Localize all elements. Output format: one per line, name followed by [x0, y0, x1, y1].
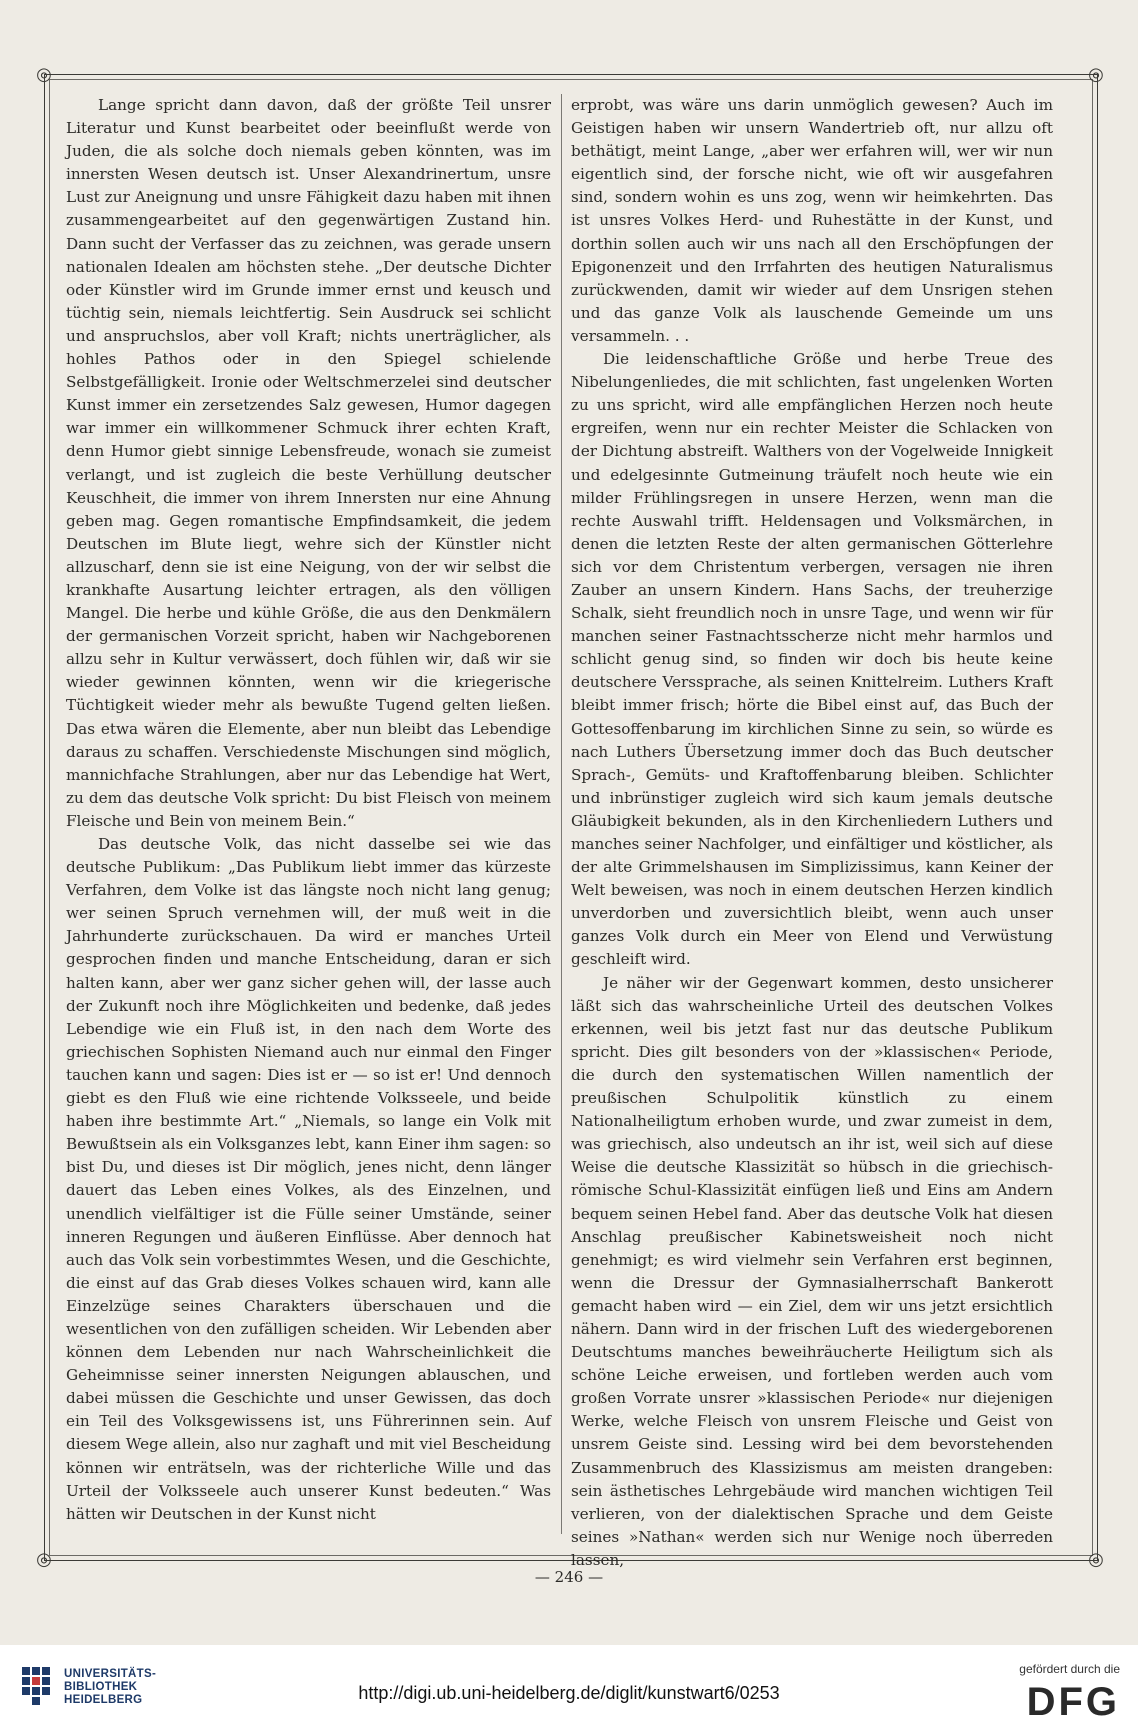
column-divider	[561, 94, 562, 1534]
library-name-line: HEIDELBERG	[64, 1694, 143, 1706]
corner-ornament-icon: ◎	[36, 1549, 52, 1570]
paragraph: Die leidenschaftliche Größe und herbe Treue des Nibelungenliedes, die mit schlichten, fast ungelenken Worten zu uns spricht, wird alle empfänglichen Herzen noch heute ergreifen, wenn nur ein rechter Meister die Schlacken von der Dichtung abstreift. Walthers von der Vogelweide Innigkeit und edelgesinnte Gutmeinung träufelt noch heute wie ein milder Frühlingsregen in unsere Herzen, wenn man die rechte Auswahl trifft. Heldensagen und Volksmärchen, in denen die letzten Reste der alten germanischen Götterlehre sich vor dem Christentum verbergen, versagen nie ihren Zauber an unsern Kindern. Hans Sachs, der treuherzige Schalk, sieht freundlich noch in unsre Tage, und wenn wir für manchen seiner Fastnachtsscherze nicht mehr harmlos und schlicht genug sind, so finden wir doch bis heute keine deutschere Verssprache, als seinen Knittelreim. Luthers Kraft bleibt immer frisch; hörte die Bibel einst auf, das Buch der Gottesoffenbarung im kirchlichen Sinne zu sein, so würde es nach Luthers Übersetzung immer doch das Buch deutscher Sprach-, Gemüts- und Kraftoffenbarung bleiben. Schlichter und inbrünstiger zugleich wird sich kaum jemals deutsche Gläubigkeit bekunden, als in den Kirchenliedern Luthers und manches seiner Nachfolger, und einfältiger und köstlicher, als der alte Grimmelshausen im Simplizissimus, kann Keiner der Welt beweisen, was noch in einem deutschen Herzen kindlich unverdorben und zuversichtlich bleibt, wenn auch unser ganzes Volk durch ein Meer von Elend und Verwüstung geschleift wird.	[571, 350, 1053, 969]
dfg-logo: DFG	[1026, 1680, 1120, 1724]
source-url-link[interactable]: http://digi.ub.uni-heidelberg.de/diglit/kunstwart6/0253	[358, 1683, 780, 1703]
library-name-line: UNIVERSITÄTS-	[64, 1668, 157, 1680]
page-number: — 246 —	[534, 1568, 604, 1586]
paragraph: Je näher wir der Gegenwart kommen, desto unsicherer läßt sich das wahrscheinliche Urteil des deutschen Volkes erkennen, weil bis jetzt fast nur das deutsche Publikum spricht. Dies gilt besonders von der »klassischen« Periode, die durch den systematischen Willen namentlich der preußischen Schulpolitik künstlich zu einem Nationalheiligtum erhoben wurde, und zwar zumeist in dem, was griechisch, also undeutsch an ihr ist, weil sich auf diese Weise die deutsche Klassizität so hübsch in die griechisch-römische Schul-Klassizität einfügen ließ und Eins am Andern bequem seinen Hebel fand. Aber das deutsche Volk hat diesen Anschlag preußischer Kabinetsweisheit noch nicht genehmigt; es wird vielmehr sein Verfahren erst beginnen, wenn die Dressur der Gymnasialherrschaft Bankerott gemacht haben wird — ein Ziel, dem wir uns jetzt ersichtlich nähern. Dann wird in der frischen Luft des wiedergeborenen Deutschtums manches beweihräucherte Heiligtum sich als schöne Leiche erweisen, und fortleben werden auch vom großen Vorrate unsrer »klassischen Periode« nur diejenigen Werke, welche Fleisch von unsrem Fleische und Geist von unsrem Geiste sind. Lessing wird bei dem bevorstehenden Zusammenbruch des Klassizismus am meisten drangeben: sein ästhetisches Lehrgebäude wird manchen wichtigen Teil verlieren, von der dialektischen Sprache und dem Geiste seines »Nathan« werden sich nur Wenige noch überreden lassen,	[571, 973, 1053, 1569]
paragraph: erprobt, was wäre uns darin unmöglich gewesen? Auch im Geistigen haben wir unsern Wandertrieb oft, nur allzu oft bethätigt, meint Lange, „aber wer erfahren will, wer wir nun eigentlich sind, der forsche nicht, wie oft wir ausgefahren sind, sondern wohin es uns zog, wenn wir heimkehrten. Das ist unsres Volkes Herd- und Ruhestätte in der Kunst, und dorthin sollen auch wir uns nach all den Erschöpfungen der Epigonenzeit und den Irrfahrten des heutigen Naturalismus zurückwenden, damit wir wieder auf dem Unsrigen stehen und das ganze Volk als lauschende Gemeinde um uns versammeln. . .	[571, 96, 1053, 345]
text-column-right	[571, 94, 1053, 1569]
paragraph: Das deutsche Volk, das nicht dasselbe sei wie das deutsche Publikum: „Das Publikum liebt immer das kürzeste Verfahren, dem Volke ist das längste noch nicht lang genug; wer seinen Spruch vernehmen will, der muß weit in die Jahrhunderte zurückschauen. Da wird er manches Urteil gesprochen finden und manche Entscheidung, daran er sich halten kann, aber wer ganz sicher gehen will, der lasse auch der Zukunft noch ihre Möglichkeiten und bedenke, daß jedes Lebendige wie ein Fluß ist, in den nach dem Worte des griechischen Sophisten Niemand auch nur einmal den Finger tauchen kann und sagen: Dies ist er — so ist er! Und dennoch giebt es den Fluß wie eine richtende Volksseele, und beide haben ihre bestimmte Art.“ „Niemals, so lange ein Volk mit Bewußtsein als ein Volksganzes lebt, kann Einer ihm sagen: so bist Du, und dieses ist Dir möglich, jenes nicht, denn länger dauert das Leben eines Volkes, als des Einzelnen, und unendlich vielfältiger ist die Fülle seiner Umstände, seiner inneren Regungen und äußeren Einflüsse. Aber dennoch hat auch das Volk sein vorbestimmtes Wesen, und die Geschichte, die einst auf das Grab dieses Volkes schauen wird, kann alle Einzelzüge seines Charakters überschauen und die wesentlichen von den zufälligen scheiden. Wir Lebenden aber können dem Lebenden nur nach Wahrscheinlichkeit die Geheimnisse seiner innersten Neigungen ablauschen, und dabei müssen die Geschichte und unser Gewissen, das doch ein Teil des Volksgewissens ist, uns Führerinnen sein. Auf diesem Wege allein, also nur zaghaft und mit viel Bescheidung können wir enträtseln, was der richterliche Wille und das Urteil der Volksseele auch unserer Kunst bedeuten.“ Was hätten wir Deutschen in der Kunst nicht	[66, 835, 551, 1523]
paragraph: Lange spricht dann davon, daß der größte Teil unsrer Literatur und Kunst bearbeitet oder beeinflußt werde von Juden, die als solche doch niemals geben könnten, was im innersten Wesen deutsch ist. Unser Alexandrinertum, unsre Lust zur Aneignung und unsre Fähigkeit dazu haben mit ihnen zusammengearbeitet auf den gegenwärtigen Zustand hin. Dann sucht der Verfasser das zu zeichnen, was gerade unsern nationalen Idealen am höchsten stehe. „Der deutsche Dichter oder Künstler wird im Grunde immer ernst und keusch und tüchtig sein, niemals leichtfertig. Sein Ausdruck sei schlicht und anspruchslos, aber voll Kraft; nichts unerträglicher, als hohles Pathos oder in den Spiegel schielende Selbstgefälligkeit. Ironie oder Weltschmerzelei sind deutscher Kunst immer ein zersetzendes Salz gewesen, Humor dagegen war immer ein willkommener Schmuck ihrer echten Kraft, denn Humor giebt sinnige Lebensfreude, wonach sie zumeist verlangt, und ist zugleich die beste Verhüllung deutscher Keuschheit, die immer von ihrem Innersten nur eine Ahnung geben mag. Gegen romantische Empfindsamkeit, die jedem Deutschen im Blute liegt, wehre sich der Künstler nicht allzuscharf, denn sie ist eine Neigung, von der wir selbst die krankhafte Ausartung leichter ertragen, als den völligen Mangel. Die herbe und kühle Größe, die aus den Denkmälern der germanischen Vorzeit spricht, haben wir Nachgeborenen allzu sehr in Kultur verwässert, doch fühlen wir, daß wir sie wieder gewinnen könnten, wenn wir die kriegerische Tüchtigkeit wieder mehr als bewußte Tugend gelten ließen. Das etwa wären die Elemente, aber nun bleibt das Lebendige daraus zu schaffen. Verschiedenste Mischungen sind möglich, mannichfache Strahlungen, aber nur das Lebendige hat Wert, zu dem das deutsche Volk spricht: Du bist Fleisch von meinem Fleische und Bein von meinem Bein.“	[66, 96, 551, 830]
corner-ornament-icon: ◎	[1088, 1549, 1104, 1570]
funding-label: gefördert durch die	[1019, 1662, 1120, 1676]
corner-ornament-icon: ◎	[1088, 64, 1104, 85]
text-column-left	[66, 94, 551, 1544]
corner-ornament-icon: ◎	[36, 64, 52, 85]
library-name-line: BIBLIOTHEK	[64, 1681, 138, 1693]
